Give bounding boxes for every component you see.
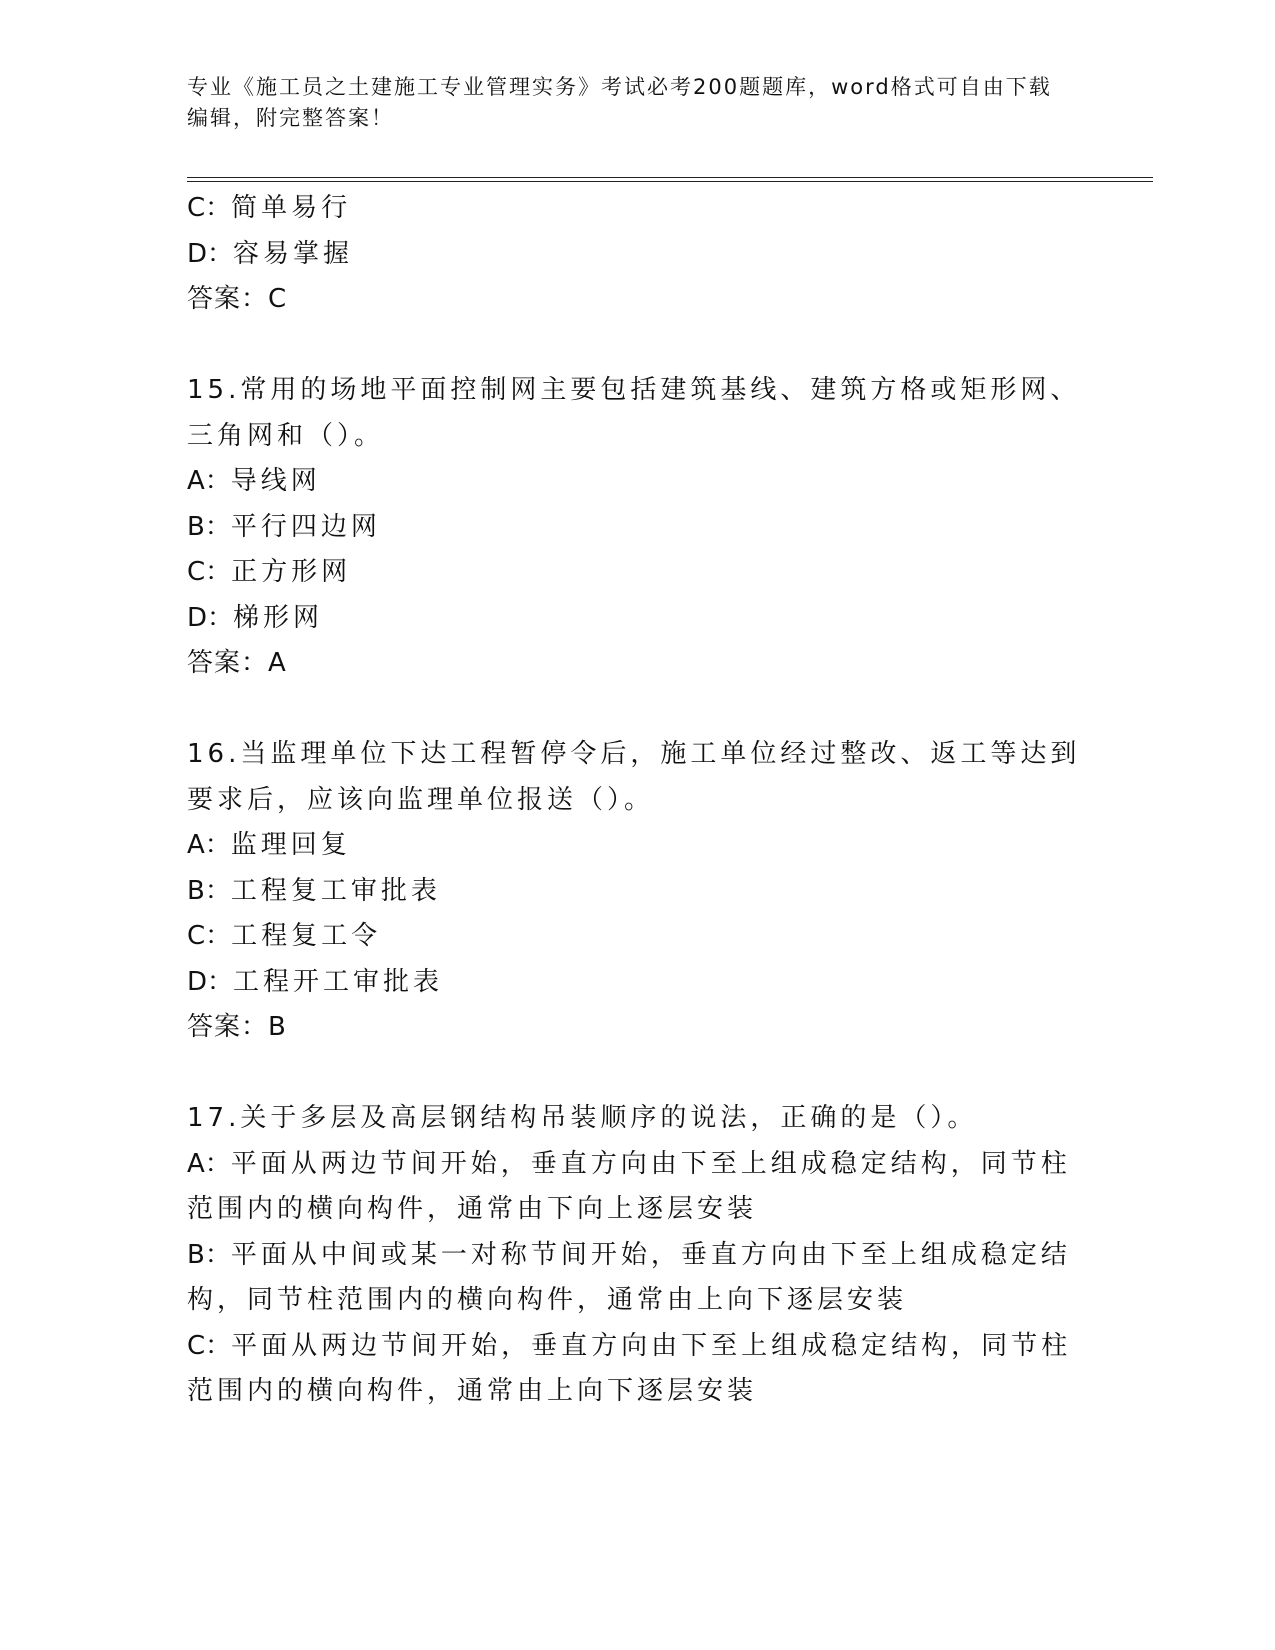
option-d: D：容易掌握: [187, 238, 354, 269]
spacer: [187, 323, 1087, 369]
option-d: D：工程开工审批表: [187, 966, 444, 997]
question-15: [187, 368, 1087, 687]
option-a: A：导线网: [187, 466, 321, 496]
spacer: [187, 687, 1087, 733]
option-c: C：简单易行: [187, 193, 352, 223]
option-d: D：梯形网: [187, 602, 324, 633]
answer: 答案：B: [187, 1012, 287, 1042]
option-b: B：平面从中间或某一对称节间开始，垂直方向由下至上组成稳定结构，同节柱范围内的横向构件，通常由上向下逐层安装: [187, 1239, 1071, 1315]
option-c: C：正方形网: [187, 557, 352, 587]
header-divider-bottom: [187, 181, 1153, 182]
question-stem: 17.关于多层及高层钢结构吊装顺序的说法，正确的是（）。: [187, 1103, 978, 1133]
question-stem: 15.常用的场地平面控制网主要包括建筑基线、建筑方格或矩形网、三角网和（）。: [187, 375, 1081, 451]
option-a: A：监理回复: [187, 830, 351, 860]
option-c: C：工程复工令: [187, 921, 382, 951]
spacer: [187, 1051, 1087, 1097]
option-a: A：平面从两边节间开始，垂直方向由下至上组成稳定结构，同节柱范围内的横向构件，通常由下向上逐层安装: [187, 1148, 1071, 1224]
option-b: B：工程复工审批表: [187, 875, 441, 906]
question-14-continued: [187, 186, 1087, 323]
question-17: [187, 1096, 1087, 1415]
answer: 答案：C: [187, 284, 288, 314]
question-stem: 16.当监理单位下达工程暂停令后，施工单位经过整改、返工等达到要求后，应该向监理单位报送（）。: [187, 739, 1081, 815]
question-content: [187, 186, 1087, 1415]
answer: 答案：A: [187, 648, 287, 678]
header-divider-top: [187, 177, 1153, 178]
option-c: C：平面从两边节间开始，垂直方向由下至上组成稳定结构，同节柱范围内的横向构件，通常由上向下逐层安装: [187, 1330, 1072, 1406]
document-header: 专业《施工员之土建施工专业管理实务》考试必考200题题库，word格式可自由下载编辑，附完整答案！: [187, 75, 1052, 130]
question-16: [187, 732, 1087, 1051]
option-b: B：平行四边网: [187, 511, 381, 542]
